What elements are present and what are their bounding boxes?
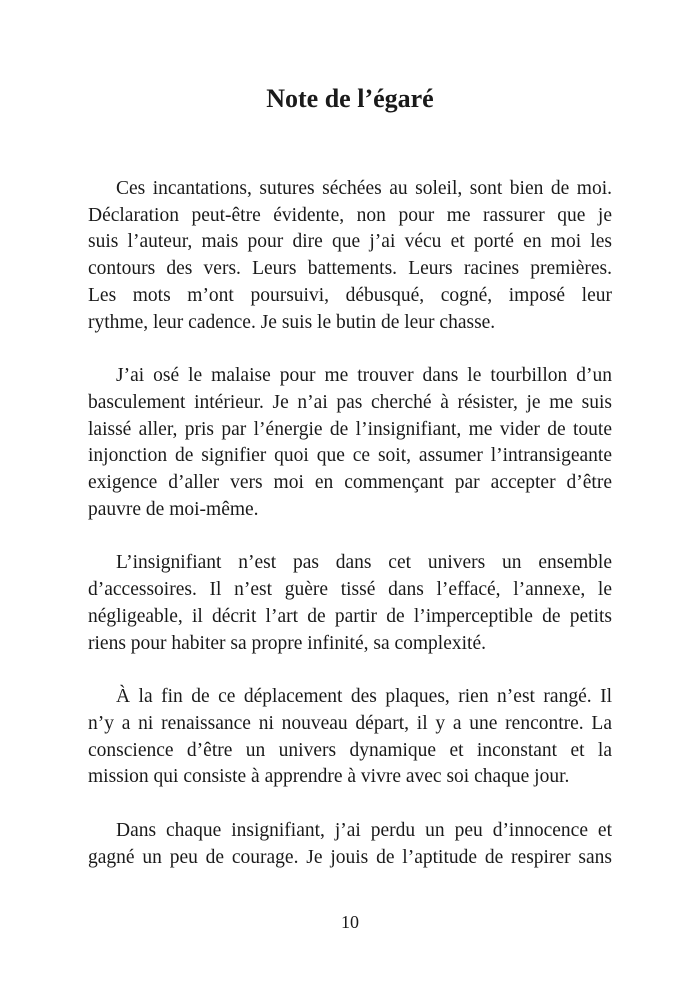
- text-line: mission qui consiste à apprendre à vivre avec soi chaque jour.: [88, 766, 570, 788]
- paragraph: [88, 176, 612, 336]
- body-text: [88, 176, 612, 898]
- text-line: À la fin de ce déplacement des plaques, rien n’est rangé. Il: [116, 686, 612, 708]
- text-line: pauvre de moi-même.: [88, 498, 259, 520]
- text-line: injonction de signifier quoi que ce soit, assumer l’intransigeante: [88, 445, 612, 467]
- text-line: Dans chaque insignifiant, j’ai perdu un peu d’innocence et: [116, 820, 612, 842]
- text-line: basculement intérieur. Je n’ai pas cherché à résister, je me suis: [88, 391, 612, 413]
- text-line: Ces incantations, sutures séchées au soleil, sont bien de moi.: [116, 178, 612, 199]
- chapter-title: Note de l’égaré: [266, 84, 434, 113]
- text-line: d’accessoires. Il n’est guère tissé dans l’effacé, l’annexe, le: [88, 579, 612, 601]
- text-line: conscience d’être un univers dynamique et inconstant et la: [88, 739, 612, 761]
- text-line: gagné un peu de courage. Je jouis de l’aptitude de respirer sans: [88, 846, 612, 868]
- paragraph: [88, 363, 612, 523]
- text-line: Déclaration peut-être évidente, non pour me rassurer que je: [88, 204, 612, 226]
- text-line: laissé aller, pris par l’énergie de l’insignifiant, me vider de toute: [88, 418, 612, 440]
- text-line: négligeable, il décrit l’art de partir de l’imperceptible de petits: [88, 605, 612, 627]
- text-line: riens pour habiter sa propre infinité, sa complexité.: [88, 632, 486, 654]
- text-line: suis l’auteur, mais pour dire que j’ai vécu et porté en moi les: [88, 231, 612, 253]
- paragraph: [88, 818, 612, 871]
- text-line: Les mots m’ont poursuivi, débusqué, cogné, imposé leur: [88, 284, 612, 306]
- text-line: exigence d’aller vers moi en commençant par accepter d’être: [88, 472, 612, 494]
- text-line: contours des vers. Leurs battements. Leurs racines premières.: [88, 258, 612, 280]
- paragraph: [88, 550, 612, 657]
- text-line: rythme, leur cadence. Je suis le butin de leur chasse.: [88, 311, 496, 333]
- page-number: 10: [341, 912, 359, 932]
- text-line: J’ai osé le malaise pour me trouver dans le tourbillon d’un: [116, 365, 612, 387]
- paragraph: [88, 684, 612, 791]
- text-line: n’y a ni renaissance ni nouveau départ, il y a une rencontre. La: [88, 712, 612, 734]
- text-line: L’insignifiant n’est pas dans cet univers un ensemble: [116, 552, 612, 574]
